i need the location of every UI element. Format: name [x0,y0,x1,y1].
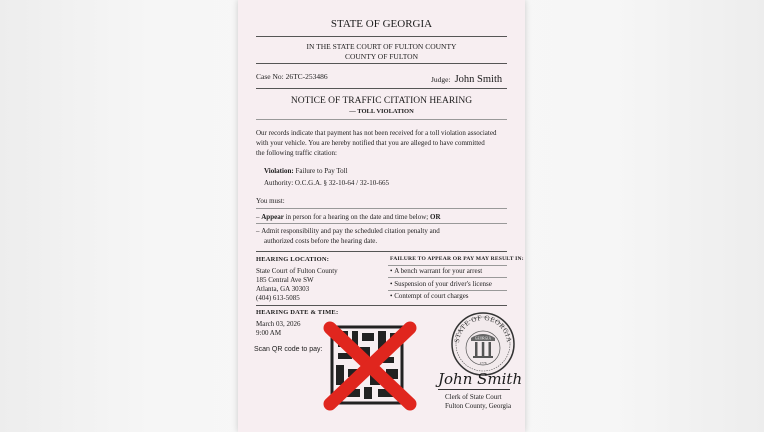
county-name: COUNTY OF FULTON [344,52,419,61]
judge [431,69,502,87]
state-title: STATE OF GEORGIA [330,18,433,30]
case-number-value: 26TC-253486 [285,72,328,81]
divider [256,88,507,89]
judge-label: Judge: [431,75,451,84]
red-x-icon [320,320,420,412]
notice-subtitle: — TOLL VIOLATION [349,108,414,115]
location-line: (404) 613-5085 [256,294,300,302]
failure-item: • A bench warrant for your arrest [390,267,483,275]
location-line: State Court of Fulton County [256,267,338,275]
failure-item: • Contempt of court charges [390,292,469,300]
violation-value: Failure to Pay Toll [295,167,348,175]
appear-word: Appear [261,213,284,221]
state-seal-icon [451,312,515,376]
judge-name: John Smith [454,74,503,85]
clerk-title: Clerk of State Court [445,393,502,401]
appear-text: in person for a hearing on the date and time below; [285,213,429,221]
citation-document [238,0,525,432]
violation-label: Violation: [264,167,294,175]
hearing-date: March 03, 2026 [256,320,301,328]
signature-line [438,389,510,390]
violation-row [264,167,348,175]
option-appear: – Appear in person for a hearing on the date and time below; OR [256,213,441,221]
case-number [256,72,328,81]
case-number-label: Case No: [256,72,284,81]
hearing-time: 9:00 AM [256,329,282,337]
authority-row [264,179,389,187]
court-name: IN THE STATE COURT OF FULTON COUNTY [306,42,457,51]
seal-top-text: STATE OF GEORGIA [452,313,514,344]
intro-line: the following traffic citation: [256,149,337,157]
divider [256,251,507,252]
intro-line: with your vehicle. You are hereby notified that you are alleged to have committed [256,139,485,147]
or-word: OR [430,213,441,221]
authority-label: Authority: [264,179,294,187]
failure-text: Contempt of court charges [394,292,469,300]
divider [256,36,507,37]
intro-line: Our records indicate that payment has not been received for a toll violation associated [256,129,497,137]
divider [256,223,507,224]
divider [256,119,507,120]
hearing-heading: HEARING DATE & TIME: [256,309,339,316]
seal-year: 1776 [479,361,487,365]
option-pay-cont: authorized costs before the hearing date. [264,237,378,245]
notice-title: NOTICE OF TRAFFIC CITATION HEARING [290,96,473,106]
seal-inner-text: GEORGIA [474,336,492,341]
divider [388,265,507,266]
option-pay: – Admit responsibility and pay the scheduled citation penalty and [256,227,440,235]
clerk-county: Fulton County, Georgia [445,402,512,410]
divider [256,305,507,306]
location-line: 185 Central Ave SW [256,276,314,284]
failure-heading: FAILURE TO APPEAR OR PAY MAY RESULT IN: [390,256,524,262]
you-must: You must: [256,197,285,205]
failure-item: • Suspension of your driver's license [390,280,492,288]
failure-text: Suspension of your driver's license [394,280,492,288]
divider [388,277,507,278]
location-heading: HEARING LOCATION: [256,256,330,263]
authority-value: O.C.G.A. § 32-10-64 / 32-10-665 [294,179,390,187]
divider [256,63,507,64]
qr-label: Scan QR code to pay: [254,346,323,353]
divider [256,208,507,209]
failure-text: A bench warrant for your arrest [394,267,483,275]
location-line: Atlanta, GA 30303 [256,285,310,293]
clerk-signature: John Smith [438,370,523,388]
divider [388,290,507,291]
pay-text: Admit responsibility and pay the scheduled citation penalty and [261,227,440,235]
